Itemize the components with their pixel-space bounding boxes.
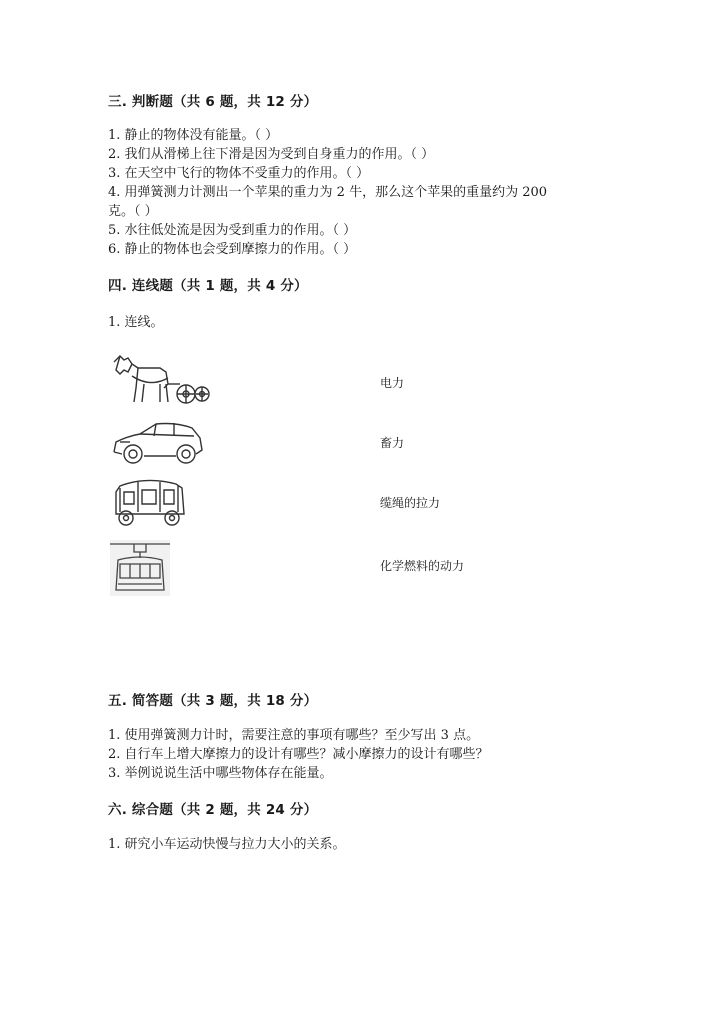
judge-item-2: 2. 我们从滑梯上往下滑是因为受到自身重力的作用。（ ） [108,147,435,162]
car-icon [110,418,206,466]
comprehensive-1: 1. 研究小车运动快慢与拉力大小的关系。 [108,837,346,852]
cable-car-icon [110,540,170,596]
judge-item-6: 6. 静止的物体也会受到摩擦力的作用。（ ） [108,242,357,257]
horse-carriage-icon [110,354,210,410]
short-answer-1: 1. 使用弹簧测力计时，需要注意的事项有哪些？至少写出 3 点。 [108,728,480,743]
judge-item-5: 5. 水往低处流是因为受到重力的作用。（ ） [108,223,357,238]
match-label-animal: 畜力 [380,436,405,450]
section6-title: 六. 综合题（共 2 题，共 24 分） [108,802,318,818]
short-answer-3: 3. 举例说说生活中哪些物体存在能量。 [108,766,333,781]
match-label-fuel: 化学燃料的动力 [380,559,465,573]
judge-item-1: 1. 静止的物体没有能量。（ ） [108,128,279,143]
section5-title: 五. 简答题（共 3 题，共 18 分） [108,693,318,709]
match-question: 1. 连线。 [108,315,164,330]
judge-item-4-cont: 克。（ ） [108,204,158,219]
match-label-cable: 缆绳的拉力 [380,496,441,510]
judge-item-3: 3. 在天空中飞行的物体不受重力的作用。（ ） [108,166,370,181]
match-label-electric: 电力 [380,376,405,390]
section4-title: 四. 连线题（共 1 题，共 4 分） [108,278,308,294]
tricycle-icon [110,476,190,528]
section3-title: 三. 判断题（共 6 题，共 12 分） [108,94,318,110]
judge-item-4: 4. 用弹簧测力计测出一个苹果的重力为 2 牛，那么这个苹果的重量约为 200 [108,185,548,200]
short-answer-2: 2. 自行车上增大摩擦力的设计有哪些？减小摩擦力的设计有哪些？ [108,747,489,762]
